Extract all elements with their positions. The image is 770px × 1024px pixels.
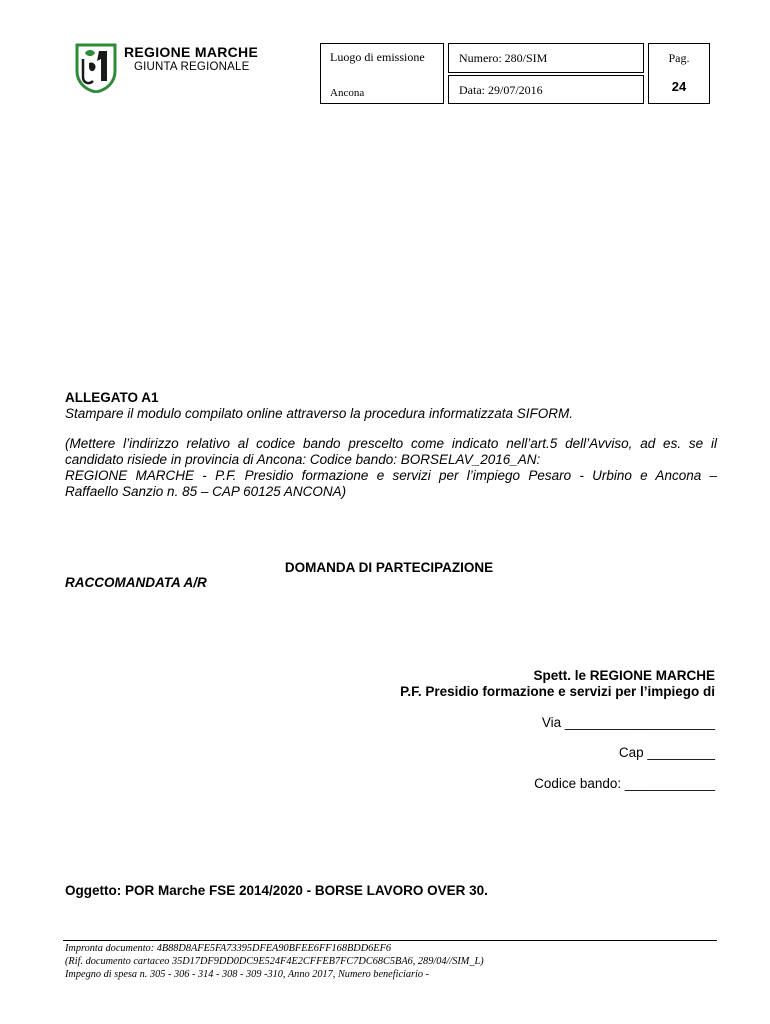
org-subtitle: GIUNTA REGIONALE bbox=[134, 61, 250, 73]
via-field[interactable]: Via ____________________ bbox=[541, 715, 715, 730]
footer-impronta: Impronta documento: 4B88D8AFE5FA73395DFEA90BFEE6FF168BDD6EF6 bbox=[65, 943, 392, 954]
note-line: candidato risiede in provincia di Ancona: Codice bando: BORSELAV_2016_AN: bbox=[65, 452, 541, 467]
raccomandata-label: RACCOMANDATA A/R bbox=[65, 575, 207, 590]
page-box bbox=[648, 43, 710, 104]
numero-box bbox=[448, 43, 644, 73]
address-note bbox=[65, 436, 717, 500]
data-text: Data: 29/07/2016 bbox=[459, 83, 543, 97]
recipient-office: P.F. Presidio formazione e servizi per l’impiego di bbox=[400, 684, 715, 699]
numero-text: Numero: 280/SIM bbox=[459, 51, 548, 65]
allegato-title: ALLEGATO A1 bbox=[65, 390, 159, 405]
footer-impegno: Impegno di spesa n. 305 - 306 - 314 - 308 - 309 -310, Anno 2017, Numero beneficiario - bbox=[65, 969, 430, 980]
luogo-box bbox=[320, 43, 444, 104]
note-line: Raffaello Sanzio n. 85 – CAP 60125 ANCONA) bbox=[65, 484, 347, 499]
allegato-section bbox=[65, 390, 717, 422]
note-line: (Mettere l’indirizzo relativo al codice bando prescelto come indicato nell’art.5 dell’Avviso, ad es. se il bbox=[65, 436, 717, 451]
page-label: Pag. bbox=[668, 51, 690, 65]
luogo-label: Luogo di emissione bbox=[330, 50, 425, 64]
cap-field[interactable]: Cap _________ bbox=[618, 745, 715, 760]
org-name: REGIONE MARCHE bbox=[124, 44, 259, 60]
codice-bando-field[interactable]: Codice bando: ____________ bbox=[534, 776, 715, 791]
oggetto-line: Oggetto: POR Marche FSE 2014/2020 - BORSE LAVORO OVER 30. bbox=[65, 883, 488, 898]
recipient-name: Spett. le REGIONE MARCHE bbox=[533, 668, 715, 683]
footer-riferimento: (Rif. documento cartaceo 35D17DF9DD0DC9E524F4E2CFFEB7FC7DC68C5BA6, 289/04//SIM_L) bbox=[65, 956, 484, 967]
data-box bbox=[448, 75, 644, 104]
regione-marche-logo-icon bbox=[73, 41, 119, 93]
page-number: 24 bbox=[671, 79, 687, 94]
footer-divider bbox=[63, 940, 717, 941]
domanda-heading: DOMANDA DI PARTECIPAZIONE bbox=[284, 560, 494, 575]
luogo-value: Ancona bbox=[330, 87, 365, 99]
note-line: REGIONE MARCHE - P.F. Presidio formazione e servizi per l’impiego Pesaro - Urbino e Ancona – bbox=[65, 468, 717, 483]
allegato-instruction: Stampare il modulo compilato online attraverso la procedura informatizzata SIFORM. bbox=[65, 406, 573, 421]
